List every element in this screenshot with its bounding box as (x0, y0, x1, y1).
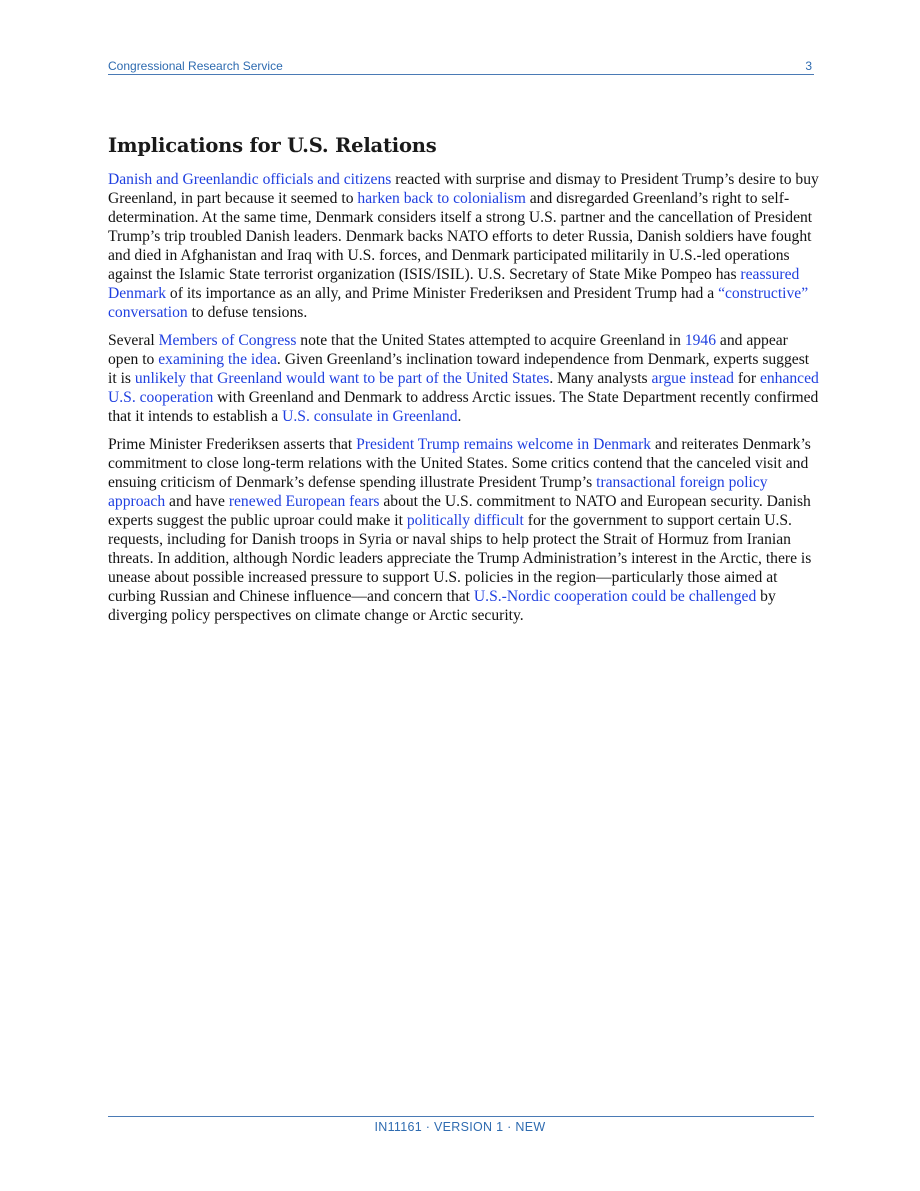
header-organization: Congressional Research Service (108, 59, 283, 73)
paragraph-text: and appear open to (108, 332, 788, 368)
inline-link[interactable]: Danish and Greenlandic officials and citizens (108, 171, 392, 188)
paragraph (108, 170, 820, 322)
inline-link[interactable]: enhanced U.S. cooperation (108, 370, 819, 406)
paragraph-text: and disregarded Greenland’s right to self-determination. At the same time, Denmark considers itself a strong U.S. partner and the cancellation of President Trump’s trip troubled Danish leaders. Denmark backs NATO efforts to deter Russia, Danish soldiers have fought and died in Afghanistan and Iraq with U.S. forces, and Denmark participated militarily in U.S.-led operations against the Islamic State terrorist organization (ISIS/ISIL). U.S. Secretary of State Mike Pompeo has (108, 190, 813, 283)
paragraph-text: with Greenland and Denmark to address Arctic issues. The State Department recently confirmed that it intends to establish a (108, 389, 819, 425)
paragraph-text: to defuse tensions. (187, 304, 308, 321)
section-heading: Implications for U.S. Relations (108, 134, 437, 157)
inline-link[interactable]: Members of Congress (158, 332, 297, 349)
inline-link[interactable]: “constructive” conversation (108, 285, 809, 321)
header-page-number: 3 (805, 59, 812, 73)
footer-doc-id: IN11161 · VERSION 1 · NEW (374, 1120, 546, 1134)
inline-link[interactable]: President Trump remains welcome in Denmark (356, 436, 652, 453)
paragraph-text: . (457, 408, 462, 425)
paragraph-text: and reiterates Denmark’s commitment to close long-term relations with the United States. Some critics contend that the canceled visit and ensuing criticism of Denmark’s defense spending illustrate President Trump’s (108, 436, 811, 491)
inline-link[interactable]: examining the idea (158, 351, 277, 368)
inline-link[interactable]: U.S.-Nordic cooperation could be challenged (473, 588, 757, 605)
paragraph-text: for (733, 370, 760, 387)
paragraph (108, 331, 820, 426)
paragraph-text: and have (165, 493, 229, 510)
paragraph-text: Prime Minister Frederiksen asserts that (108, 436, 357, 453)
inline-link[interactable]: renewed European fears (228, 493, 380, 510)
paragraph-text: reacted with surprise and dismay to President Trump’s desire to buy Greenland, in part because it seemed to (108, 171, 819, 207)
inline-link[interactable]: argue instead (651, 370, 734, 387)
inline-link[interactable]: unlikely that Greenland would want to be part of the United States (134, 370, 550, 387)
body-text (108, 170, 820, 634)
running-header (108, 58, 814, 75)
paragraph-text: about the U.S. commitment to NATO and European security. Danish experts suggest the public uproar could make it (108, 493, 811, 529)
paragraph (108, 435, 820, 625)
inline-link[interactable]: U.S. consulate in Greenland (282, 408, 458, 425)
inline-link[interactable]: reassured Denmark (108, 266, 800, 302)
paragraph-text: note that the United States attempted to acquire Greenland in (296, 332, 685, 349)
paragraph-text: . Many analysts (549, 370, 652, 387)
paragraph-text: for the government to support certain U.S. requests, including for Danish troops in Syria or naval ships to help protect the Strait of Hormuz from Iranian threats. In addition, although Nordic leaders appreciate the Trump Administration’s interest in the Arctic, there is unease about possible increased pressure to support U.S. policies in the region—particularly those aimed at curbing Russian and Chinese influence—and concern that (108, 512, 812, 605)
paragraph-text: of its importance as an ally, and Prime Minister Frederiksen and President Trump had a (166, 285, 719, 302)
paragraph-text: Several (108, 332, 159, 349)
footer-rule (108, 1116, 814, 1117)
paragraph-text: by diverging policy perspectives on climate change or Arctic security. (108, 588, 776, 624)
paragraph-text: . Given Greenland’s inclination toward independence from Denmark, experts suggest it is (108, 351, 810, 387)
inline-link[interactable]: transactional foreign policy approach (108, 474, 768, 510)
inline-link[interactable]: politically difficult (406, 512, 524, 529)
inline-link[interactable]: 1946 (684, 332, 717, 349)
inline-link[interactable]: harken back to colonialism (357, 190, 526, 207)
